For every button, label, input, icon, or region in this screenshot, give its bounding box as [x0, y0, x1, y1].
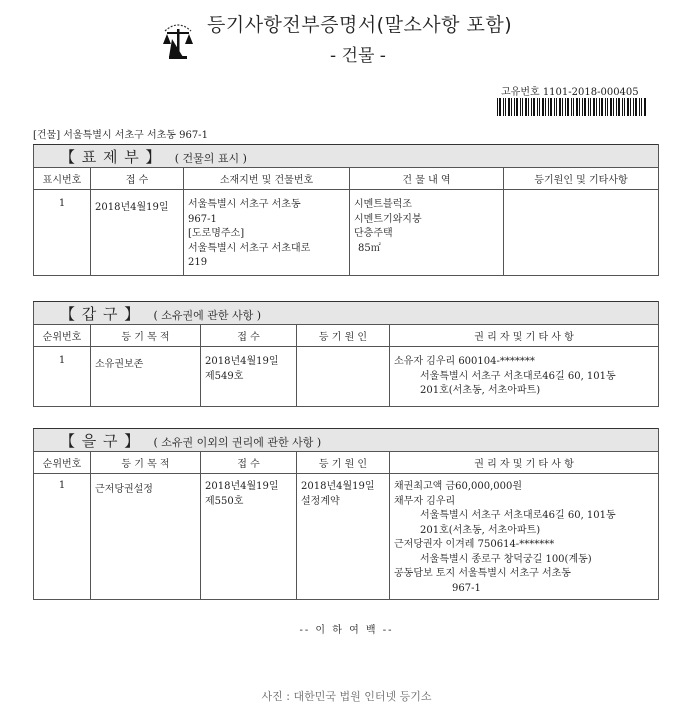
building-details-cell	[350, 190, 504, 276]
document-subtitle: - 건물 -	[330, 46, 386, 66]
cause-cell	[504, 190, 659, 276]
cause-cell	[297, 474, 390, 600]
barcode-bar	[613, 98, 614, 116]
barcode-bar	[573, 98, 574, 116]
column-header: 접 수	[201, 325, 297, 347]
pyojebu-header	[34, 145, 659, 168]
rights-line: 서울특별시 종로구 창덕궁길 100(계동)	[420, 553, 592, 565]
barcode-bar	[554, 98, 555, 116]
details-line: 단층주택	[354, 228, 393, 239]
pyojebu-desc: ( 건물의 표시 )	[174, 151, 247, 165]
rights-cell	[390, 474, 659, 600]
column-header: 등 기 목 적	[91, 452, 201, 474]
rights-line: 채권최고액 금60,000,000원	[394, 481, 523, 492]
eulgu-table	[33, 428, 659, 600]
barcode-bar	[644, 98, 646, 116]
barcode-bar	[633, 98, 634, 116]
table-row	[34, 474, 659, 600]
rights-line: 서울특별시 서초구 서초대로46길 60, 101동	[420, 510, 616, 521]
barcode-bar	[622, 98, 623, 116]
eulgu-header	[34, 429, 659, 452]
barcode-bar	[550, 98, 552, 116]
barcode-bar	[505, 98, 506, 116]
barcode-bar	[525, 98, 527, 116]
barcode-bar	[584, 98, 586, 116]
cause-type: 설정계약	[301, 495, 340, 507]
gapgu-title: 【 갑 구 】	[60, 304, 141, 323]
registration-purpose: 근저당권설정	[91, 474, 201, 600]
location-line: [도로명주소]	[188, 228, 245, 239]
barcode-bar	[605, 98, 606, 116]
barcode-bar	[596, 98, 597, 116]
barcode-bar	[639, 98, 640, 116]
registration-purpose: 소유권보존	[91, 347, 201, 407]
location-line: 219	[188, 257, 208, 268]
barcode-bar	[593, 98, 595, 116]
barcode-bar	[641, 98, 642, 116]
rank-number: 1	[34, 347, 91, 407]
barcode-bar	[576, 98, 578, 116]
column-header: 소재지번 및 건물번호	[184, 168, 350, 190]
barcode-bar	[567, 98, 569, 116]
barcode-bar	[533, 98, 535, 116]
barcode-bar	[582, 98, 583, 116]
received-number: 제550호	[205, 495, 244, 507]
barcode-bar	[499, 98, 501, 116]
column-header: 순위번호	[34, 325, 91, 347]
received-date: 2018년4월19일	[91, 190, 184, 276]
barcode-bar	[571, 98, 572, 116]
column-header: 접 수	[91, 168, 184, 190]
building-label: [건물] 서울특별시 서초구 서초동 967-1	[33, 130, 208, 141]
gapgu-table	[33, 301, 659, 407]
column-header: 건 물 내 역	[350, 168, 504, 190]
pyojebu-title: 【 표 제 부 】	[60, 147, 162, 166]
barcode-bar	[590, 98, 591, 116]
gapgu-header	[34, 302, 659, 325]
eulgu-title: 【 을 구 】	[60, 431, 141, 450]
column-header: 등 기 목 적	[91, 325, 201, 347]
barcode-bar	[624, 98, 625, 116]
column-header: 권 리 자 및 기 타 사 항	[390, 452, 659, 474]
column-header: 등 기 원 인	[297, 452, 390, 474]
rights-line: 소유자 김우리 600104-*******	[394, 356, 535, 367]
barcode-icon	[497, 98, 649, 116]
rank-number: 1	[34, 474, 91, 600]
cause-date: 2018년4월19일	[301, 481, 375, 492]
document-title: 등기사항전부증명서(말소사항 포함)	[207, 14, 513, 36]
rights-line: 201호(서초동, 서초아파트)	[420, 385, 541, 396]
received-date: 2018년4월19일	[205, 481, 279, 492]
column-header: 접 수	[201, 452, 297, 474]
barcode-bar	[508, 98, 510, 116]
barcode-bar	[528, 98, 529, 116]
column-header: 권 리 자 및 기 타 사 항	[390, 325, 659, 347]
rights-line: 201호(서초동, 서초아파트)	[420, 524, 541, 536]
pyojebu-table	[33, 144, 659, 276]
barcode-bar	[635, 98, 637, 116]
barcode-bar	[514, 98, 515, 116]
received-cell	[201, 474, 297, 600]
table-row	[34, 347, 659, 407]
barcode-bar	[559, 98, 561, 116]
rights-line: 근저당권자 이겨레 750614-*******	[394, 539, 555, 550]
barcode-bar	[588, 98, 589, 116]
received-cell	[201, 347, 297, 407]
column-header: 등 기 원 인	[297, 325, 390, 347]
column-header: 순위번호	[34, 452, 91, 474]
barcode-bar	[579, 98, 580, 116]
barcode-bar	[516, 98, 518, 116]
barcode-bar	[599, 98, 600, 116]
barcode-bar	[503, 98, 504, 116]
court-emblem-icon	[157, 17, 199, 61]
barcode-bar	[616, 98, 617, 116]
barcode-bar	[511, 98, 512, 116]
table-row	[34, 190, 659, 276]
barcode-bar	[497, 98, 498, 116]
barcode-bar	[556, 98, 557, 116]
barcode-bar	[520, 98, 521, 116]
display-number: 1	[34, 190, 91, 276]
rights-line: 공동담보 토지 서울특별시 서초구 서초동	[394, 568, 571, 579]
received-number: 제549호	[205, 370, 244, 382]
barcode-bar	[548, 98, 549, 116]
barcode-bar	[522, 98, 523, 116]
barcode-bar	[601, 98, 603, 116]
barcode-bar	[565, 98, 566, 116]
barcode-bar	[630, 98, 631, 116]
details-line: 시멘트기와지붕	[354, 213, 422, 225]
location-line: 967-1	[188, 213, 217, 225]
end-mark: -- 이 하 여 백 --	[299, 625, 394, 636]
barcode-bar	[562, 98, 563, 116]
location-cell	[184, 190, 350, 276]
barcode-bar	[607, 98, 608, 116]
column-header: 표시번호	[34, 168, 91, 190]
rights-line: 채무자 김우리	[394, 495, 456, 507]
barcode-bar	[627, 98, 629, 116]
barcode-bar	[539, 98, 540, 116]
details-line: 시멘트블럭조	[354, 199, 412, 210]
barcode-bar	[537, 98, 538, 116]
location-line: 서울특별시 서초구 서초대로	[188, 242, 311, 254]
received-date: 2018년4월19일	[205, 356, 279, 367]
location-line: 서울특별시 서초구 서초동	[188, 199, 301, 210]
cause-cell	[297, 347, 390, 407]
photo-caption: 사진 : 대한민국 법원 인터넷 등기소	[261, 690, 432, 703]
rights-line: 서울특별시 서초구 서초대로46길 60, 101동	[420, 370, 616, 382]
rights-line: 967-1	[452, 582, 481, 594]
column-header: 등기원인 및 기타사항	[504, 168, 659, 190]
barcode-bar	[531, 98, 532, 116]
barcode-bar	[542, 98, 544, 116]
barcode-bar	[545, 98, 546, 116]
rights-cell	[390, 347, 659, 407]
eulgu-desc: ( 소유권 이외의 권리에 관한 사항 )	[153, 435, 322, 449]
details-line: 85㎡	[358, 242, 381, 254]
barcode-bar	[618, 98, 620, 116]
unique-number: 고유번호 1101-2018-000405	[501, 87, 639, 98]
gapgu-desc: ( 소유권에 관한 사항 )	[153, 308, 262, 322]
barcode-bar	[610, 98, 612, 116]
